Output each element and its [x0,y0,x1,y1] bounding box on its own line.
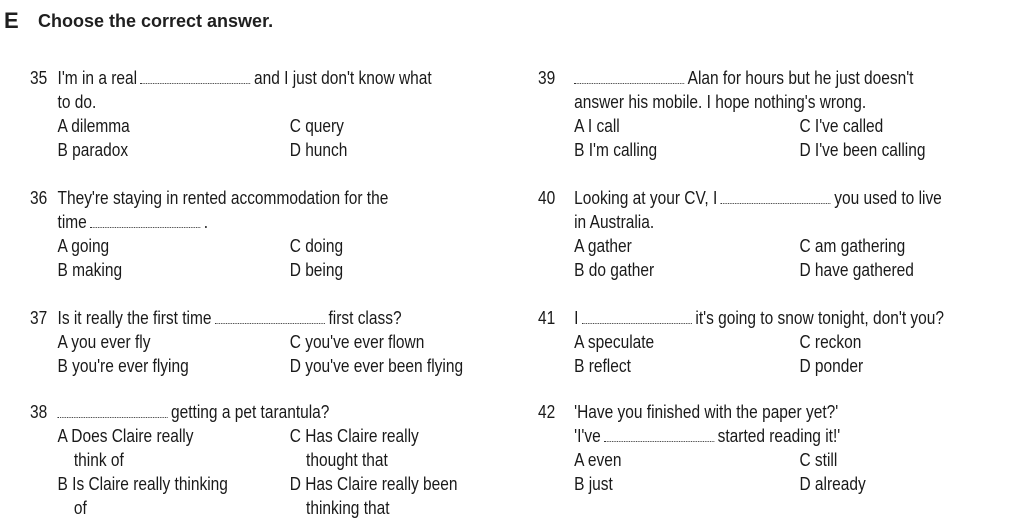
question-number: 36 [30,188,48,208]
option-c[interactable]: C you've ever flown [289,332,425,352]
option-a[interactable]: A going [57,236,110,256]
option-c[interactable]: C doing [289,236,344,256]
answer-blank[interactable] [90,213,200,228]
question-stem [574,424,840,448]
stem-text: and I just don't know what [254,68,432,88]
option-c[interactable]: C reckon [799,332,862,352]
question-stem [58,66,432,90]
option-d[interactable]: D I've been calling [799,140,926,160]
answer-blank[interactable] [58,403,168,418]
stem-text: They're staying in rented accommodation for the [57,188,389,208]
option-d[interactable]: D Has Claire really been [289,474,458,494]
question-number: 41 [538,308,556,328]
stem-text: it's going to snow tonight, don't you? [695,308,945,328]
stem-text: answer his mobile. I hope nothing's wrong. [574,92,867,112]
question-number: 35 [30,68,48,88]
option-c-continued[interactable]: thought that [306,450,388,470]
option-b[interactable]: B I'm calling [574,140,658,160]
option-c[interactable]: C Has Claire really [289,426,419,446]
option-b[interactable]: B reflect [574,356,631,376]
option-a[interactable]: A speculate [574,332,655,352]
stem-text: Is it really the first time [57,308,212,328]
option-a[interactable]: A dilemma [57,116,130,136]
stem-text: you used to live [834,188,942,208]
stem-text: Alan for hours but he just doesn't [687,68,914,88]
stem-text: first class? [328,308,402,328]
answer-blank[interactable] [140,69,250,84]
option-a[interactable]: A even [574,450,622,470]
answer-blank[interactable] [604,427,714,442]
option-c[interactable]: C I've called [799,116,884,136]
answer-blank[interactable] [215,309,325,324]
stem-text: to do. [57,92,97,112]
option-b[interactable]: B Is Claire really thinking [57,474,228,494]
question-stem [574,66,913,90]
option-b[interactable]: B just [574,474,613,494]
stem-text: . [203,212,209,232]
question-number: 38 [30,402,48,422]
option-b[interactable]: B you're ever flying [57,356,189,376]
stem-text: I'm in a real [57,68,138,88]
option-d[interactable]: D hunch [289,140,348,160]
section-letter: E [4,8,19,33]
option-d[interactable]: D being [289,260,344,280]
question-stem [58,210,209,234]
option-b[interactable]: B making [57,260,123,280]
question-number: 37 [30,308,48,328]
question-stem [574,306,944,330]
option-c[interactable]: C am gathering [799,236,906,256]
option-d[interactable]: D you've ever been flying [289,356,464,376]
option-c[interactable]: C query [289,116,344,136]
stem-text: 'Have you finished with the paper yet?' [574,402,839,422]
option-b-continued[interactable]: of [73,498,87,518]
option-a[interactable]: A gather [574,236,632,256]
option-a[interactable]: A you ever fly [57,332,151,352]
stem-text: 'I've [574,426,601,446]
option-c[interactable]: C still [799,450,838,470]
stem-text: in Australia. [574,212,655,232]
question-number: 42 [538,402,556,422]
answer-blank[interactable] [582,309,692,324]
question-stem [58,400,330,424]
option-d[interactable]: D already [799,474,866,494]
option-a[interactable]: A Does Claire really [57,426,194,446]
option-a-continued[interactable]: think of [73,450,124,470]
stem-text: time [57,212,87,232]
answer-blank[interactable] [721,189,831,204]
question-number: 40 [538,188,556,208]
stem-text: getting a pet tarantula? [171,402,330,422]
section-instruction: Choose the correct answer. [38,11,274,31]
question-stem [58,306,402,330]
question-number: 39 [538,68,556,88]
option-a[interactable]: A I call [574,116,620,136]
option-d[interactable]: D have gathered [799,260,914,280]
stem-text: Looking at your CV, I [574,188,718,208]
option-b[interactable]: B do gather [574,260,655,280]
answer-blank[interactable] [574,69,684,84]
question-stem [574,186,942,210]
stem-text: I [574,308,579,328]
option-d-continued[interactable]: thinking that [306,498,390,518]
stem-text: started reading it!' [717,426,841,446]
option-d[interactable]: D ponder [799,356,864,376]
option-b[interactable]: B paradox [57,140,129,160]
